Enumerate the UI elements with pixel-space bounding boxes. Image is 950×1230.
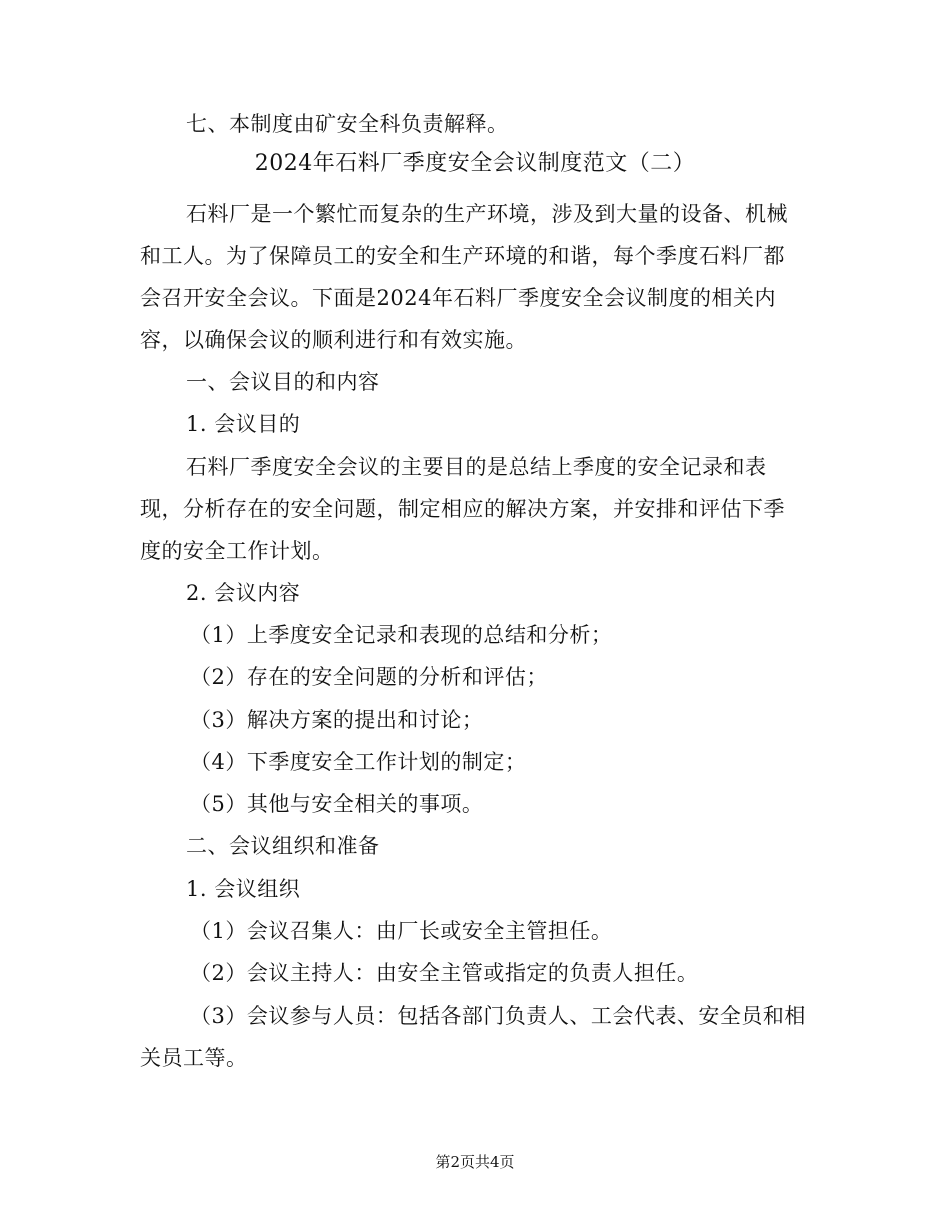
document-title: 2024年石料厂季度安全会议制度范文（二） bbox=[254, 151, 696, 176]
list-item: （1）会议召集人：由厂长或安全主管担任。 bbox=[190, 919, 613, 943]
paragraph-line: 和工人。为了保障员工的安全和生产环境的和谐，每个季度石料厂都 bbox=[140, 244, 785, 268]
list-item: （4）下季度安全工作计划的制定； bbox=[190, 750, 527, 774]
list-item: （1）上季度安全记录和表现的总结和分析； bbox=[190, 623, 613, 647]
subsection-heading: 1. 会议目的 bbox=[186, 412, 301, 436]
paragraph-line: 容，以确保会议的顺利进行和有效实施。 bbox=[140, 328, 527, 352]
paragraph-line: 会召开安全会议。下面是2024年石料厂季度安全会议制度的相关内 bbox=[140, 286, 776, 310]
paragraph-line: 石料厂季度安全会议的主要目的是总结上季度的安全记录和表 bbox=[186, 455, 767, 479]
paragraph-line: 度的安全工作计划。 bbox=[140, 539, 334, 563]
list-item: （3）解决方案的提出和讨论； bbox=[190, 708, 484, 732]
section-heading: 二、会议组织和准备 bbox=[186, 834, 380, 858]
list-item: （2）会议主持人：由安全主管或指定的负责人担任。 bbox=[190, 961, 699, 985]
subsection-heading: 1. 会议组织 bbox=[186, 877, 301, 901]
list-item: （2）存在的安全问题的分析和评估； bbox=[190, 665, 548, 689]
list-item: （5）其他与安全相关的事项。 bbox=[190, 792, 484, 816]
paragraph-line: 关员工等。 bbox=[140, 1046, 248, 1070]
paragraph-line: 现，分析存在的安全问题，制定相应的解决方案，并安排和评估下季 bbox=[140, 497, 785, 521]
closing-clause: 七、本制度由矿安全科负责解释。 bbox=[186, 112, 509, 136]
section-heading: 一、会议目的和内容 bbox=[186, 370, 380, 394]
list-item: （3）会议参与人员：包括各部门负责人、工会代表、安全员和相 bbox=[190, 1004, 806, 1028]
subsection-heading: 2. 会议内容 bbox=[186, 581, 301, 605]
paragraph-line: 石料厂是一个繁忙而复杂的生产环境，涉及到大量的设备、机械 bbox=[186, 202, 788, 226]
page-number: 第2页共4页 bbox=[435, 1153, 515, 1171]
